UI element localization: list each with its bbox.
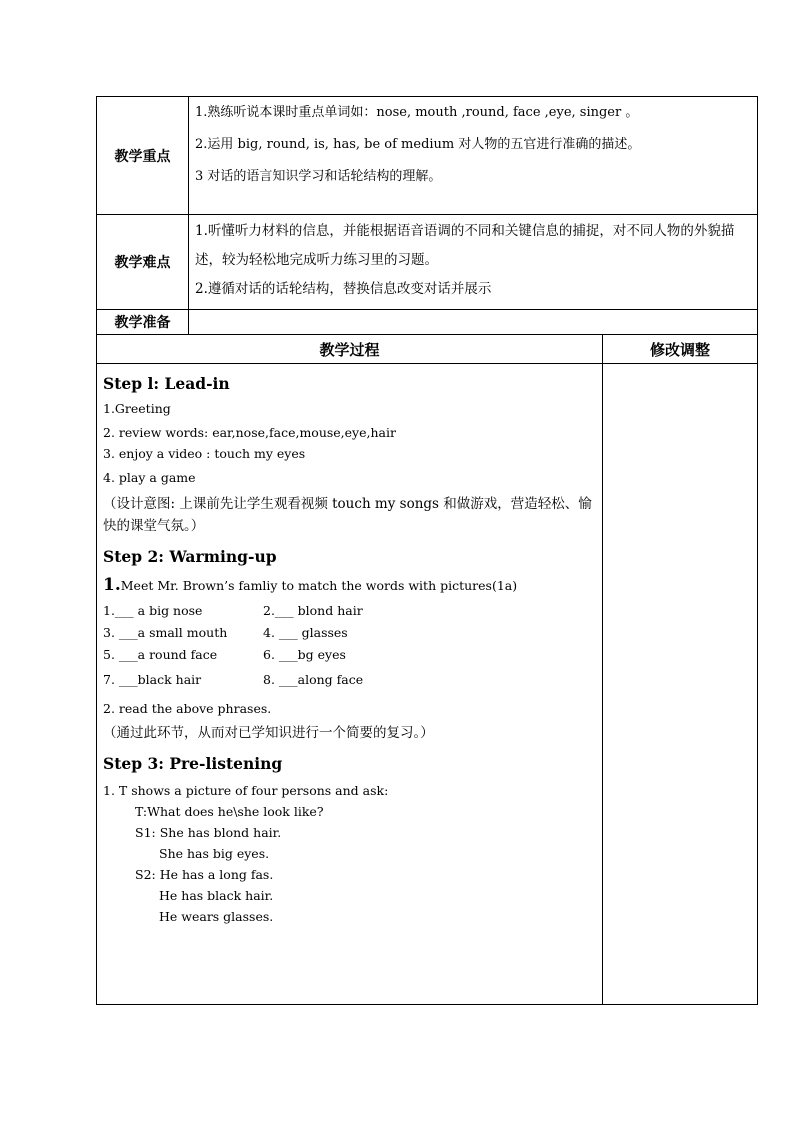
match-item-3: 3. ___a small mouth	[103, 625, 228, 640]
difficulty-1: 1.听懂听力材料的信息，并能根据语音语调的不同和关键信息的捕捉，对不同人物的外貌描述，较为轻松地完成听力练习里的习题。	[195, 223, 735, 268]
step3-s2-line-1	[103, 867, 596, 882]
key-points-row	[97, 97, 758, 215]
step3-title: Step 3: Pre-listening	[103, 754, 283, 773]
key-point-2: 2.运用 big, round, is, has, be of medium 对人物的五官进行准确的描述。	[195, 137, 641, 152]
match-row-4	[103, 672, 596, 687]
process-body-row	[97, 364, 758, 1005]
match-item-5: 5. ___a round face	[103, 647, 218, 662]
step1-item-2: 2. review words: ear,nose,face,mouse,eye,hair	[103, 425, 396, 440]
s1-answer-2: She has big eyes.	[159, 846, 270, 861]
step3-intro: 1. T shows a picture of four persons and ask:	[103, 783, 389, 798]
preparation-row	[97, 310, 758, 335]
match-row-3	[103, 647, 596, 662]
step3-teacher-question: T:What does he\she look like?	[135, 804, 324, 819]
step2-read: 2. read the above phrases.	[103, 701, 272, 716]
difficulties-row	[97, 215, 758, 310]
key-points-content	[189, 97, 758, 215]
s1-label: S1:	[135, 825, 156, 840]
step2-task	[103, 575, 596, 595]
step2-task-text: Meet Mr. Brown’s famliy to match the words with pictures(1a)	[120, 578, 518, 593]
s2-label: S2:	[135, 867, 156, 882]
match-item-4: 4. ___ glasses	[263, 625, 348, 640]
process-content	[97, 364, 603, 1005]
s2-answer-3: He wears glasses.	[159, 909, 274, 924]
key-points-label: 教学重点	[97, 97, 189, 215]
step2-title: Step 2: Warming-up	[103, 547, 277, 566]
difficulty-2: 2.遵循对话的话轮结构，替换信息改变对话并展示	[195, 281, 492, 297]
step3-s1-line-1	[103, 825, 596, 840]
match-item-2: 2.___ blond hair	[263, 603, 363, 618]
preparation-label: 教学准备	[97, 310, 189, 335]
s2-answer-2: He has black hair.	[159, 888, 274, 903]
difficulties-label: 教学难点	[97, 215, 189, 310]
revision-column	[603, 364, 758, 1005]
match-item-8: 8. ___along face	[263, 672, 364, 687]
match-row-2	[103, 625, 596, 640]
match-item-7: 7. ___black hair	[103, 672, 202, 687]
step2-note: （通过此环节，从而对已学知识进行一个简要的复习。）	[103, 725, 434, 741]
step1-item-3: 3. enjoy a video : touch my eyes	[103, 446, 306, 461]
match-item-6: 6. ___bg eyes	[263, 647, 346, 662]
step1-item-4: 4. play a game	[103, 470, 196, 485]
process-header: 教学过程	[97, 335, 603, 364]
match-row-1	[103, 603, 596, 618]
lesson-plan-table	[96, 96, 758, 1005]
revision-header: 修改调整	[603, 335, 758, 364]
match-item-1: 1.___ a big nose	[103, 603, 203, 618]
preparation-content	[189, 310, 758, 335]
lesson-plan-page	[96, 96, 757, 1005]
process-header-row	[97, 335, 758, 364]
s1-answer-1: She has blond hair.	[159, 825, 282, 840]
step1-note: （设计意图: 上课前先让学生观看视频 touch my songs 和做游戏，营造轻松、愉快的课堂气氛。）	[103, 496, 592, 534]
step1-item-1: 1.Greeting	[103, 401, 171, 416]
key-point-3: 3 对话的语言知识学习和话轮结构的理解。	[195, 169, 442, 184]
difficulties-content	[189, 215, 758, 310]
key-point-1: 1.熟练听说本课时重点单词如：nose, mouth ,round, face ,eye, singer 。	[195, 105, 639, 120]
step2-task-number: 1.	[103, 575, 121, 595]
s2-answer-1: He has a long fas.	[159, 867, 274, 882]
step1-title: Step l: Lead-in	[103, 374, 230, 393]
